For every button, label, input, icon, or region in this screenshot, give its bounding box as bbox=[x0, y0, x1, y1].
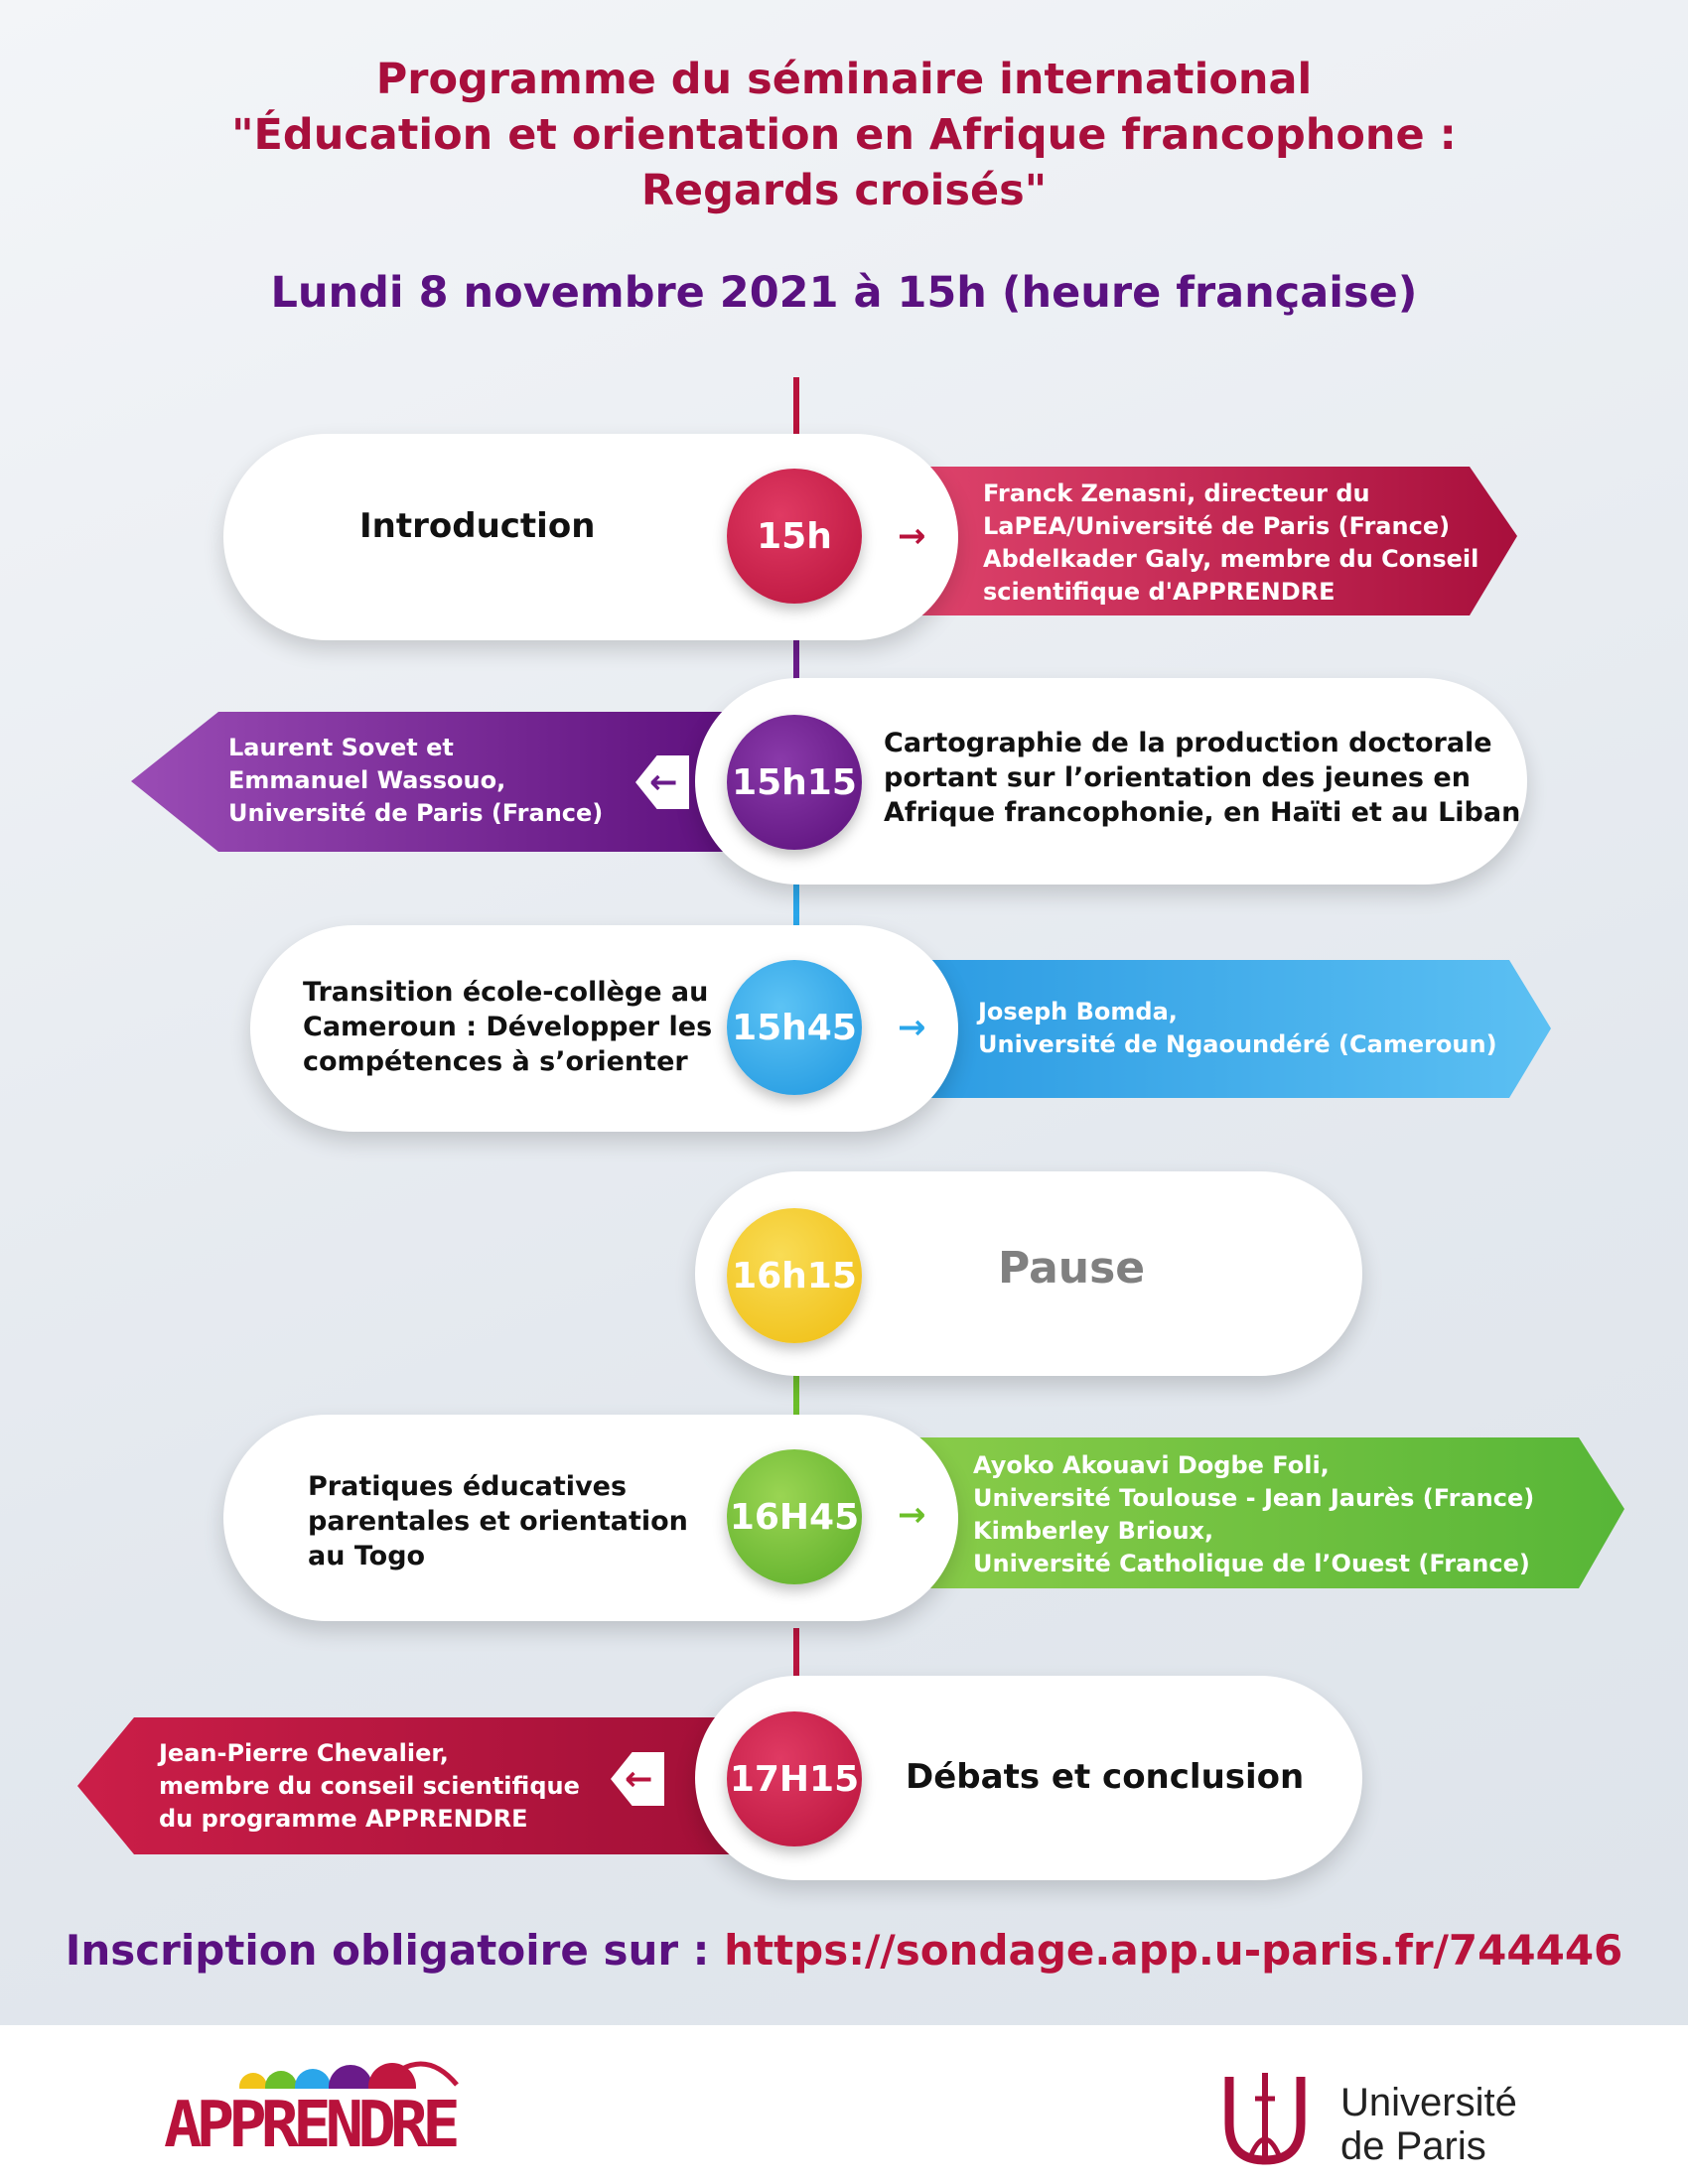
session-4-title: Pause bbox=[998, 1243, 1146, 1294]
session-6-time: 17H15 bbox=[727, 1711, 862, 1846]
registration-label: Inscription obligatoire sur : bbox=[65, 1926, 725, 1975]
arrow-left-icon: ← bbox=[625, 1759, 653, 1799]
registration-link[interactable]: https://sondage.app.u-paris.fr/744446 bbox=[724, 1926, 1623, 1975]
arrow-right-icon: → bbox=[898, 516, 926, 556]
universite-de-paris-logo: Université de Paris bbox=[1340, 2081, 1517, 2168]
event-date: Lundi 8 novembre 2021 à 15h (heure française) bbox=[270, 268, 1418, 318]
session-5-speakers: Ayoko Akouavi Dogbe Foli, Université Toulouse - Jean Jaurès (France) Kimberley Brioux, Université Catholique de l’Ouest (France) bbox=[973, 1451, 1535, 1577]
arrow-left-icon: ← bbox=[649, 762, 678, 802]
session-3-title: Transition école-collège au Cameroun : Développer les compétences à s’orienter bbox=[303, 977, 713, 1077]
session-2-speakers: Laurent Sovet et Emmanuel Wassouo, Université de Paris (France) bbox=[228, 734, 604, 827]
session-6-title: Débats et conclusion bbox=[906, 1757, 1305, 1797]
title-line-3: Regards croisés" bbox=[640, 166, 1048, 215]
footer bbox=[0, 2025, 1688, 2184]
session-3-time: 15h45 bbox=[727, 960, 862, 1095]
apprendre-logo-arcs bbox=[233, 2049, 462, 2089]
session-1-title: Introduction bbox=[359, 506, 596, 546]
session-6-speakers: Jean-Pierre Chevalier, membre du conseil scientifique du programme APPRENDRE bbox=[159, 1739, 580, 1833]
session-5-title: Pratiques éducatives parentales et orientation au Togo bbox=[308, 1471, 688, 1571]
session-2-title: Cartographie de la production doctorale portant sur l’orientation des jeunes en Afrique francophonie, en Haïti et au Liban bbox=[884, 728, 1521, 828]
session-5-time: 16H45 bbox=[727, 1449, 862, 1584]
registration-line bbox=[0, 1926, 1688, 1975]
universite-de-paris-emblem bbox=[1221, 2069, 1311, 2168]
session-1-time: 15h bbox=[727, 469, 862, 604]
session-3-speakers: Joseph Bomda, Université de Ngaoundéré (Cameroun) bbox=[978, 998, 1497, 1058]
title-line-1: Programme du séminaire international bbox=[375, 55, 1313, 104]
arrow-right-icon: → bbox=[898, 1008, 926, 1047]
session-2-time: 15h15 bbox=[727, 715, 862, 850]
apprendre-logo: APPRENDRE bbox=[164, 2089, 455, 2162]
arrow-right-icon: → bbox=[898, 1495, 926, 1535]
session-4-time: 16h15 bbox=[727, 1208, 862, 1343]
title-line-2: "Éducation et orientation en Afrique francophone : bbox=[231, 110, 1457, 160]
session-1-speakers: Franck Zenasni, directeur du LaPEA/Université de Paris (France) Abdelkader Galy, membre du Conseil scientifique d'APPRENDRE bbox=[983, 479, 1479, 606]
